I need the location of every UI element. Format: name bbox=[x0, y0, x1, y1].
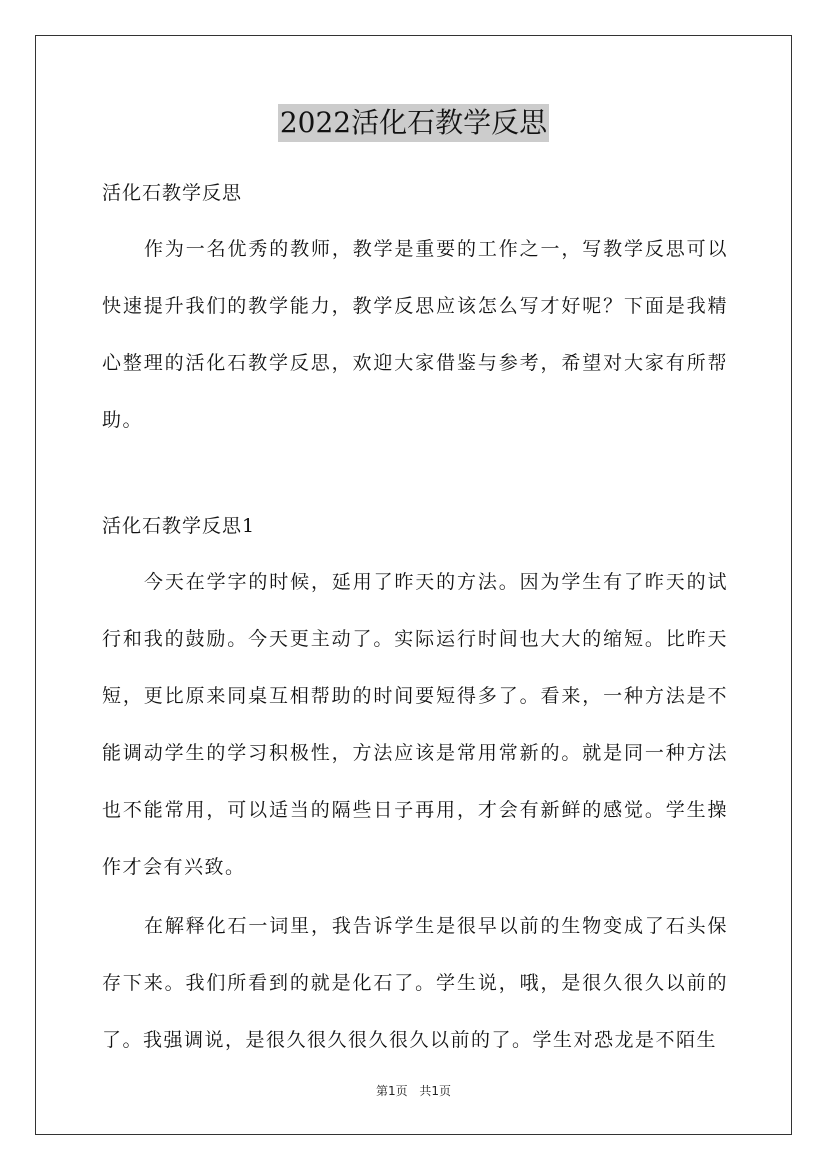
title-container bbox=[0, 104, 827, 142]
section-spacer bbox=[102, 449, 728, 499]
total-pages: 共1页 bbox=[419, 1084, 452, 1098]
intro-heading: 活化石教学反思 bbox=[102, 182, 243, 204]
page-number: 第1页 bbox=[375, 1084, 408, 1098]
document-title: 2022活化石教学反思 bbox=[278, 104, 549, 142]
section1-paragraph-1: 今天在学字的时候，延用了昨天的方法。因为学生有了昨天的试行和我的鼓励。今天更主动了。实际运行时间也大大的缩短。比昨天短，更比原来同桌互相帮助的时间要短得多了。看来，一种方法是不能调动学生的学习积极性，方法应该是常用常新的。就是同一种方法也不能常用，可以适当的隔些日子再用，才会有新鲜的感觉。学生操作才会有兴致。 bbox=[102, 571, 728, 878]
section1-heading: 活化石教学反思1 bbox=[102, 515, 256, 537]
page-footer bbox=[0, 1083, 827, 1099]
intro-paragraph: 作为一名优秀的教师，教学是重要的工作之一，写教学反思可以快速提升我们的教学能力，教学反思应该怎么写才好呢？下面是我精心整理的活化石教学反思，欢迎大家借鉴与参考，希望对大家有所帮助。 bbox=[102, 238, 728, 431]
section1-paragraph-2: 在解释化石一词里，我告诉学生是很早以前的生物变成了石头保存下来。我们所看到的就是化石了。学生说，哦，是很久很久以前的了。我强调说，是很久很久很久很久以前的了。学生对恐龙是不陌生 bbox=[102, 915, 728, 1051]
document-body bbox=[102, 166, 728, 1069]
